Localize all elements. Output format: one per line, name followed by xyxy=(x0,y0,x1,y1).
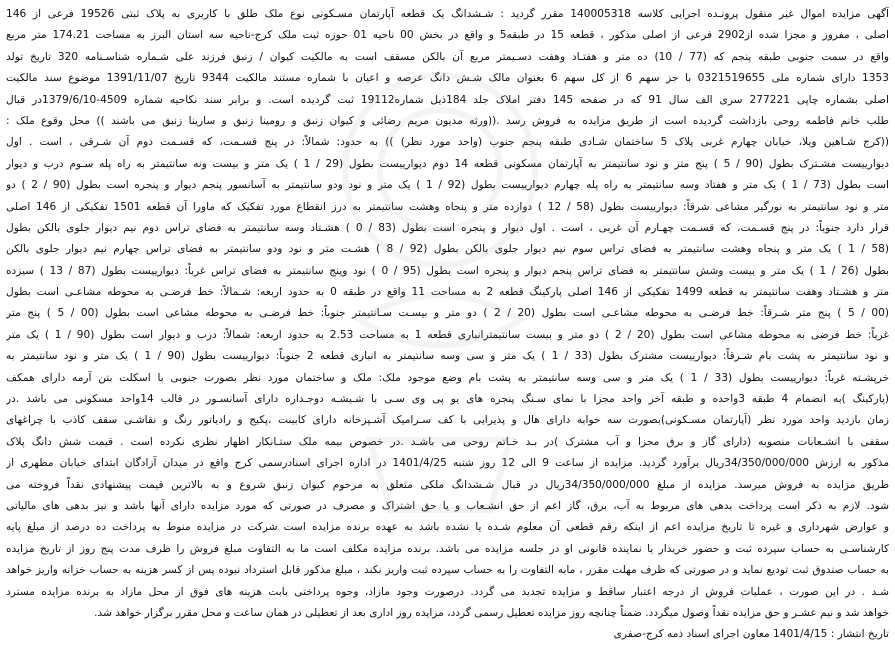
notice-line: زمان بازدید واحد مورد نظر (آپارتمان مسـکونی)بصورت سه خوابه دارای هال و پذیرایی با کف سـرامیک آشـپزخانه دارای کابینت ،پکیج و رادیاتور رنگ و نقاشـی سقف کاذب با چراغهای xyxy=(6,414,889,427)
notice-line: واقع در سمت جنوبی طبقه پنجم که (77 / 10) ده متر و هفتـاد وهفت دسـیمتر مربع آن بالکن مسقف است به مالکیت کیوان / زنبق فرزند علی شـماره شناسـنامه 320 تاریخ تولد xyxy=(6,50,889,63)
publication-footer: تاریخ انتشار : 1401/4/15 معاون اجرای اسناد ذمه کرج-صفری xyxy=(613,628,889,641)
notice-line: اصلی بشماره چاپی 277221 سری الف سال 91 که در صفحه 145 دفتر املاک جلد 184ذیل شماره19112 ثبت گردیده است. و برابر سند نکاحیه شماره 4509-1379/6/10در قبال xyxy=(6,93,889,106)
notice-line: و عوارض شهرداری و غیره تا تاریخ مزایده اعم از اینکه رقم قطعی آن معلوم شـده یا نشده باشد به عهده برنده مزایده است شرکت در مزایده منوط به پرداخت ده درصد از مبلغ پایه xyxy=(6,521,889,534)
notice-line: (00 / 5 ) پنج متر شـرقاً: خط فرضـی به محوطه مشاعـی است بطول (20 / 2 ) دو متر و بیسـت سـانتیمتر جنوباً: خط فرضـی به محوطه مشاعی است بطول (00 / 5 ) پنج متر xyxy=(6,307,889,320)
notice-line: (58 / 1 ) یک متر و پنجاه وهشت سانتیمتر به فضای تراس سوم نیم دیوار جلوی بالکن بطول (92 / 8 ) هشـت متر و نود ودو سانتیمتر به فضای تراس چهارم نیم دیوار جلوی بالکن xyxy=(6,243,889,256)
notice-line: کارشناسـی به حساب سپرده ثبت و حضور خریدار یا نماینده قانونی او در جلسه مزایده می باشد. برنده مزایده مکلف است ما به التفاوت مبلغ فروش را ظرف مدت پنج روز از تاریخ مزایده xyxy=(6,542,889,555)
notice-line: شود. لازم به ذکر است پرداخت بدهی های مربوط به آب، برق، گاز اعم از حق انشـعاب و یا حق اشتراک و مصرف در صورتی که مورد مزایده دارای آنها باشد و نیز بدهی های مالیاتی xyxy=(6,499,889,512)
notice-line: دیوارییست مشـترک بطول (90 / 5 ) پنج متر و نود سانتیمتر به آپارتمان مسکونی قطعه 14 دوم دیوارییست بطول (29 / 1 ) یک متر و بیست ونه سانتیمتر به راه پله سـوم درب و دیوار xyxy=(6,157,889,170)
notice-line: ((کرج شـاهین ویلا، خیابان چهارم غربی پلاک 5 ساختمان شـادی طبقه پنجم جنوب (واحد مورد نظر) )) به حدود: شمالاً: در پنج قسـمت، که قسـمت دوم آن شـرقی ، است . اول xyxy=(6,136,889,149)
notice-line: اصلی ، مفروز و مجزا شده از2902 فرعی از اصلی مذکور ، قطعه 15 در طبقه5 و واقع در بخش 00 ناحیه 01 حوزه ثبت ملک کرج-ناحیه سه استان البرز به مساحت 174.21 متر مربع xyxy=(6,29,889,42)
notice-line: بطول (26 / 1 ) یک متر و بیست وشش سانتیمتر به فضای تراس پنجم دیوار و پنجره است بطول (95 / 0 ) نود وپنج سانتیمتر به فضای تراس غرباً: دیوارییست بطول (87 / 13 ) سیزده xyxy=(6,264,889,277)
notice-line: خرپشـته غرباً: دیوارییست بطول (33 / 1 ) یک متر و سی وسه سانتیمتر به پشت بام وضع موجود ملک: ملک و ساختمان مورد نظر بصورت جنوبی با اسکلت بتن آرمه دارای همکف xyxy=(6,371,889,384)
notice-line: آگهی مزایده اموال غیر منقول پرونـده اجرایی کلاسه 140005318 مقرر گردید : شـشدانگ یک قطعه آپارتمان مسـکونی نوع ملک طلق با کاربری به پلاک ثبتی 19526 فرعی از 146 xyxy=(6,8,889,20)
notice-line: (پارکینگ )به انضمام 4 طبقه 3واحده و طبقه آخر واحد مجزا با نمای سـنگ پنجره های یو پی وی سـی با شـیشـه دوجـداره دارای آسانسـور در قالب 14واحد مسکونی می باشد .در xyxy=(6,393,889,406)
notice-line: متر و هشـتاد وهفت سانتیمتر به قطعه 1499 تفکیکی از 146 اصلی پارکینگ قطعه 2 به مساحت 11 واقع در طبقه 0 به حدود اربعه: شـمالاً: خط فرضـی به محوطه مشاعـی است بطول xyxy=(6,286,889,299)
notice-line: خواهد شد و نیم عشـر و حق مزایده نقداً وصول میگردد. ضمناً چنانچه روز مزایده تعطیل رسمی گردد، مزایده روز اداری بعد از تعطیلی در همان ساعت و محل مقرر برگزار خواهد شد. xyxy=(94,606,889,619)
notice-line: طریق مزایده به فروش میرسد. مزایده از مبلغ 34/350/000/000ریال در قبال شـشدانگ ملکی متعلق به مرحوم کیوان زنبق شروع و به بالاترین قیمت پیشنهادی نقداً فروخته می xyxy=(6,478,889,491)
notice-line: غرباً: خط فرضی به محوطه مشاعی است بطول (20 / 2 ) دو متر و بیست سانتیمترانباری قطعه 1 به مساحت 2.53 به حدود اربعه: شمالاً: درب و دیوار است بطول (90 / 1 ) یک متر xyxy=(6,328,889,341)
notice-line: است بطول (73 / 1 ) یک متر و هفتاد وسه سانتیمتر به راه پله چهارم دیوارییست بطول (92 / 1 ) یک متر و نود ودو سانتیمتر به آسانسور پنجم دیوار و پنجره است بطول (90 / 2 ) دو xyxy=(6,179,889,192)
notice-line: مذکور به ارزش 34/350/000/000ریال برآورد گردید. مزایده از ساعت 9 الی 12 روز شنبه 1401/4/25 در اداره اجرای اسنادرسمی کرج واقع در میدان آزادگان ابتدای خیابان مطهری از xyxy=(6,457,889,470)
notice-line: طلب خانم فاطمه روحی بازداشت گردیده است از طریق مزایده به فروش رسد .((ورثه مدیون مریم رضائی و کیوان زنبق و رومینا زنبق و سارینا زنبق می باشند )) محل وقوع ملک : xyxy=(6,114,889,127)
notice-line: متر و نود سانتیمتر به نورگیر مشاعی شرقاً: دیوارییست بطول (58 / 12 ) دوازده متر و پنجاه وهشت سانتیمتر به درز انقطاع مورد تفکیک که ماورا آن قطعه 1501 تفکیکی از 146 اصلی xyxy=(6,200,889,213)
notice-line: 1353 دارای شماره ملی 0321519655 با جز سهم 6 از کل سهم 6 بعنوان مالک شـش دانگ عرصه و اعیان با شماره مستند مالکیت 9344 تاریخ 1391/11/07 موضوع سند مالکیت xyxy=(6,72,889,85)
notice-line: سقفی با انشـعابات منصوبه (دارای گاز و برق مجزا و آب مشترک )در بـد خـاتم روحی می باشـد .در خصوص بیمه ملک ستـانکار اظهار نظری نکرده است . قیمت شش دانگ پلاک xyxy=(6,435,889,448)
notice-line: قرار دارد جنوباً: در پنج قسـمت، که قسـمت چهـارم آن غربی ، است . اول دیوار و پنجره است بطول (83 / 0 ) هشـتاد وسه سانتیمتر به فضای تراس دوم نیم دیوار جلوی بالکن بطول xyxy=(6,221,889,234)
notice-line: به حساب صندوق ثبت تودیع نماید و در صورتی که ظرف مهلت مقرر ، مابه التفاوت را به حساب سپرده ثبت واریز نکند ، مبلغ مذکور قابل استرداد نبوده پس از کسر هزینه به حساب خزانه واریز خواهد xyxy=(6,564,889,577)
notice-line: شـد . در این صورت ، عملیات فروش از درجه اعتبار ساقط و مزایده تجدید می گردد. درصورت وجود مازاد، وجوه پرداختی بابت هزینه های فوق از محل مازاد به برنده مزایده مسترد xyxy=(6,585,889,598)
notice-line: و نود سانتیمتر به پشت بام شـرقاً: دیوارییست مشترک بطول (33 / 1 ) یک متر و سی وسه سانتیمتر به انباری قطعه 2 جنوباً: دیوارییست بطول (90 / 1 ) یک متر و نود سانتیمتر به xyxy=(6,350,889,363)
